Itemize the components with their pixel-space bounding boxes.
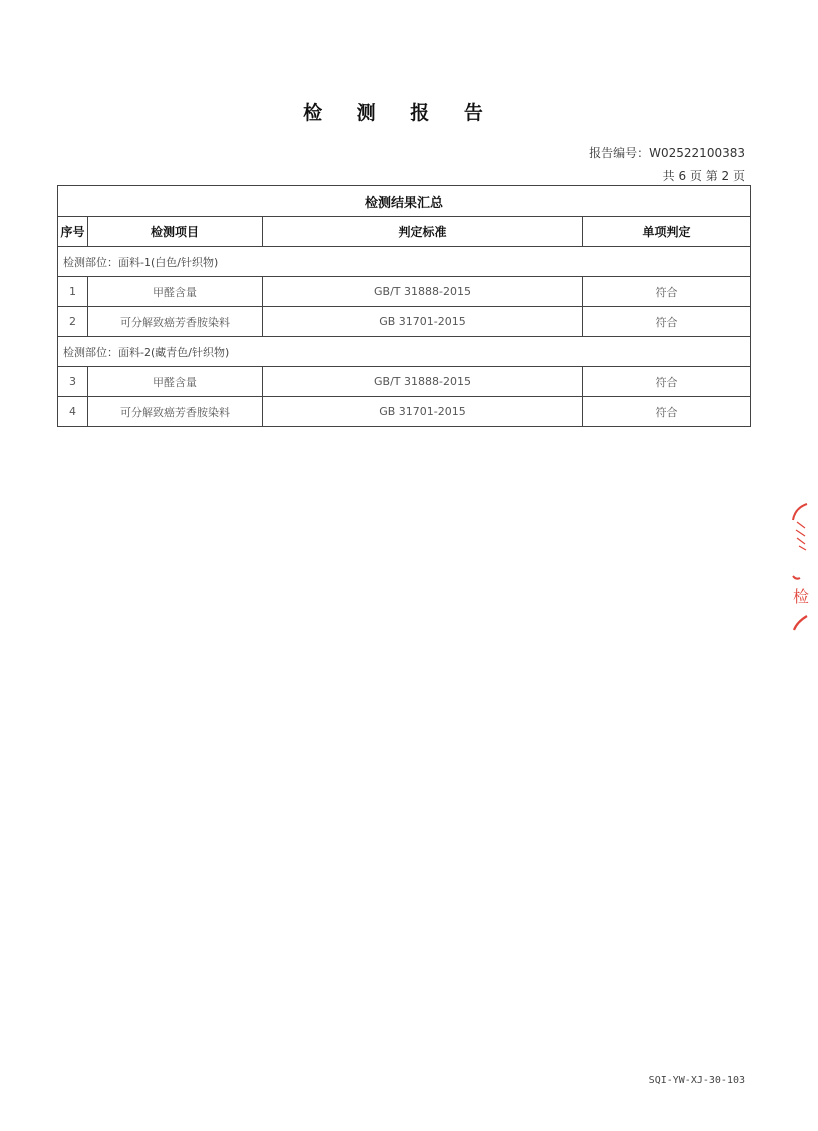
cell-standard: GB 31701-2015 xyxy=(263,397,583,427)
cell-standard: GB/T 31888-2015 xyxy=(263,277,583,307)
table-row xyxy=(58,277,751,307)
cell-no: 3 xyxy=(58,367,88,397)
page-count: 共 6 页 第 2 页 xyxy=(662,169,745,183)
cell-no: 2 xyxy=(58,307,88,337)
cell-item: 甲醛含量 xyxy=(88,367,263,397)
cell-judgement: 符合 xyxy=(583,367,751,397)
cell-standard: GB/T 31888-2015 xyxy=(263,367,583,397)
summary-title-row xyxy=(58,186,751,217)
table-header-row xyxy=(58,217,751,247)
cell-item: 可分解致癌芳香胺染料 xyxy=(88,307,263,337)
table-row xyxy=(58,307,751,337)
cell-judgement: 符合 xyxy=(583,397,751,427)
header-standard: 判定标准 xyxy=(263,217,583,247)
cell-item: 可分解致癌芳香胺染料 xyxy=(88,397,263,427)
results-summary-table xyxy=(57,185,751,427)
footer-form-code: SQI-YW-XJ-30-103 xyxy=(648,1075,745,1086)
report-number: 报告编号：W02522100383 xyxy=(589,146,745,160)
page-title: 检 测 报 告 xyxy=(303,102,497,124)
header-no: 序号 xyxy=(58,217,88,247)
cell-judgement: 符合 xyxy=(583,277,751,307)
seal-char: 检 xyxy=(793,587,810,606)
table-row xyxy=(58,397,751,427)
summary-title: 检测结果汇总 xyxy=(58,186,751,217)
cell-standard: GB 31701-2015 xyxy=(263,307,583,337)
header-item: 检测项目 xyxy=(88,217,263,247)
section-row-fabric-2 xyxy=(58,337,751,367)
header-judgement: 单项判定 xyxy=(583,217,751,247)
section-label: 检测部位：面料-2(藏青色/针织物) xyxy=(58,337,751,367)
cell-item: 甲醛含量 xyxy=(88,277,263,307)
cell-no: 1 xyxy=(58,277,88,307)
table-row xyxy=(58,367,751,397)
seal-stamp-icon xyxy=(778,498,818,633)
cell-judgement: 符合 xyxy=(583,307,751,337)
section-label: 检测部位：面料-1(白色/针织物) xyxy=(58,247,751,277)
cell-no: 4 xyxy=(58,397,88,427)
section-row-fabric-1 xyxy=(58,247,751,277)
